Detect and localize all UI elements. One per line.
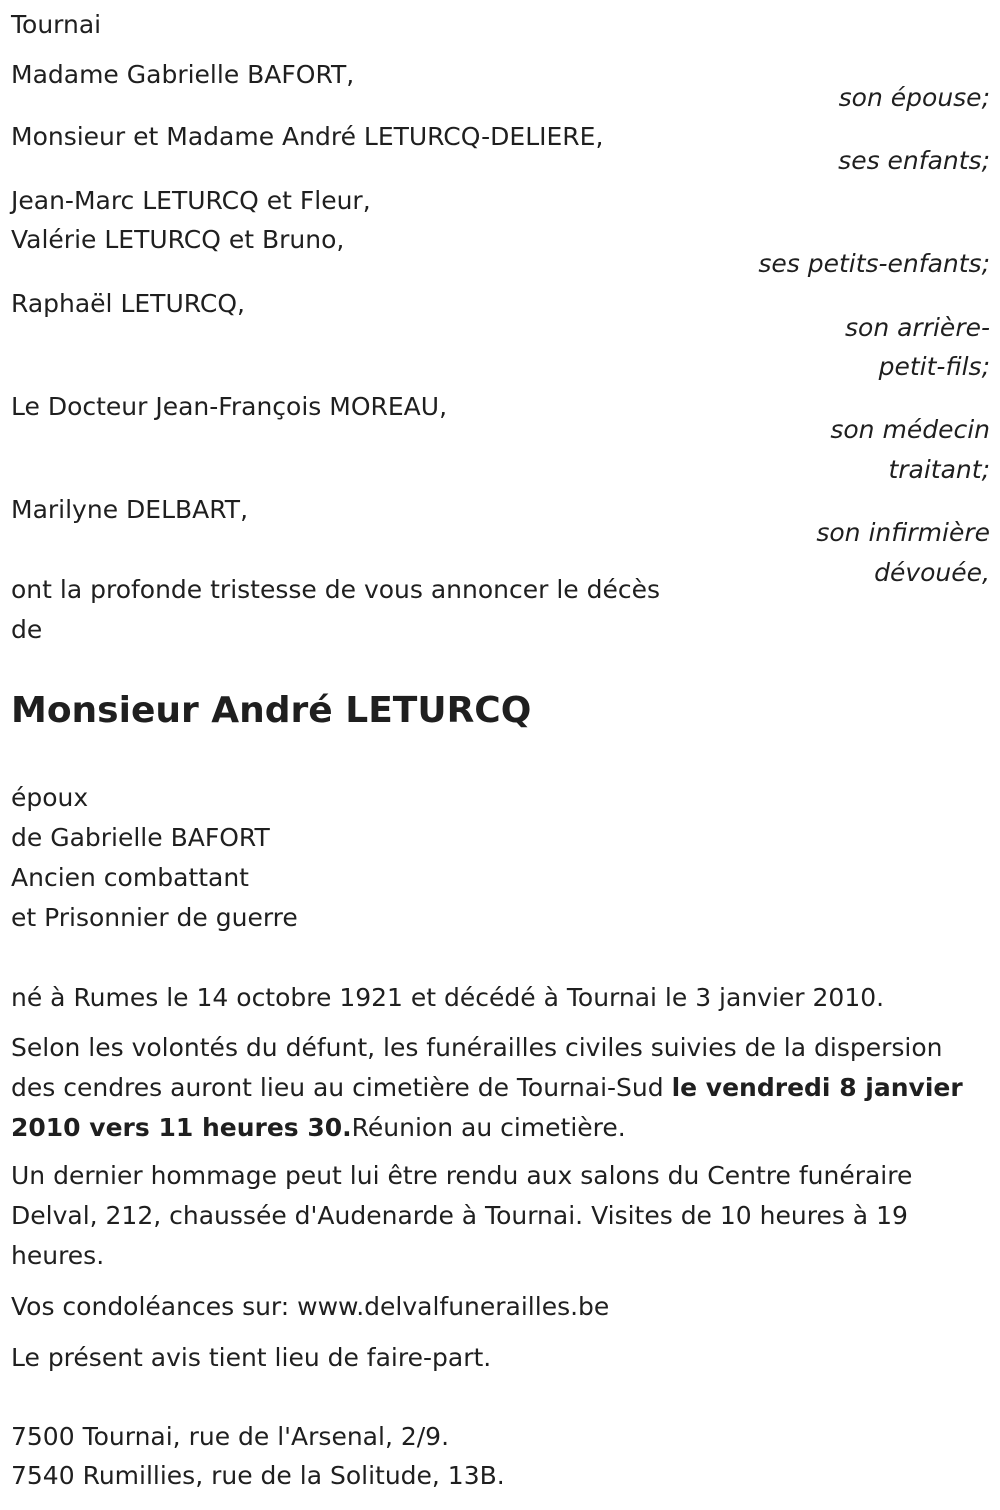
announcement-line-2: de (11, 615, 43, 644)
family-relation-doctor-line-2: traitant; (888, 455, 990, 484)
family-relation-grandchildren: ses petits-enfants; (758, 249, 990, 278)
birth-death-text: né à Rumes le 14 octobre 1921 et décédé à Tournai le 3 janvier 2010. (11, 983, 885, 1012)
family-name-spouse: Madame Gabrielle BAFORT, (11, 60, 355, 89)
description-line-3: Ancien combattant (11, 863, 249, 892)
family-relation-great-grandson-line-2: petit-fils; (878, 352, 990, 381)
description-line-1: époux (11, 783, 89, 812)
funeral-paragraph (11, 1028, 993, 1148)
family-relation-nurse-line-2: dévouée, (874, 558, 990, 587)
notice-text: Le présent avis tient lieu de faire-part. (11, 1343, 492, 1372)
city: Tournai (11, 10, 102, 39)
funeral-meeting: Réunion au cimetière. (351, 1113, 626, 1142)
family-name-grandchild-2: Valérie LETURCQ et Bruno, (11, 225, 345, 254)
description-line-4: et Prisonnier de guerre (11, 903, 298, 932)
family-name-nurse: Marilyne DELBART, (11, 495, 249, 524)
family-name-children: Monsieur et Madame André LETURCQ-DELIERE, (11, 122, 604, 151)
announcement-line-1: ont la profonde tristesse de vous annoncer le décès (11, 575, 661, 604)
funeral-date: le vendredi 8 janvier 2010 vers 11 heures 30. (11, 1073, 963, 1142)
description-line-2: de Gabrielle BAFORT (11, 823, 270, 852)
family-relation-doctor-line-1: son médecin (830, 415, 990, 444)
family-relation-children: ses enfants; (838, 146, 990, 175)
family-relation-spouse: son épouse; (838, 83, 990, 112)
address-line-1: 7500 Tournai, rue de l'Arsenal, 2/9. (11, 1422, 450, 1451)
homage-paragraph: Un dernier hommage peut lui être rendu aux salons du Centre funéraire Delval, 212, chaussée d'Audenarde à Tournai. Visites de 10 heures à 19 heures. (11, 1161, 913, 1270)
address-line-2: 7540 Rumillies, rue de la Solitude, 13B. (11, 1461, 505, 1490)
family-relation-nurse-line-1: son infirmière (816, 518, 990, 547)
deceased-name: Monsieur André LETURCQ (11, 690, 532, 731)
family-name-doctor: Le Docteur Jean-François MOREAU, (11, 392, 448, 421)
family-name-great-grandson: Raphaël LETURCQ, (11, 289, 245, 318)
family-name-grandchild-1: Jean-Marc LETURCQ et Fleur, (11, 186, 371, 215)
family-relation-great-grandson-line-1: son arrière- (845, 313, 990, 342)
condolences-text: Vos condoléances sur: www.delvalfunerailles.be (11, 1292, 610, 1321)
funeral-text: Selon les volontés du défunt, les funérailles civiles suivies de la dispersion des cendres auront lieu au cimetière de Tournai-Sud (11, 1033, 943, 1102)
